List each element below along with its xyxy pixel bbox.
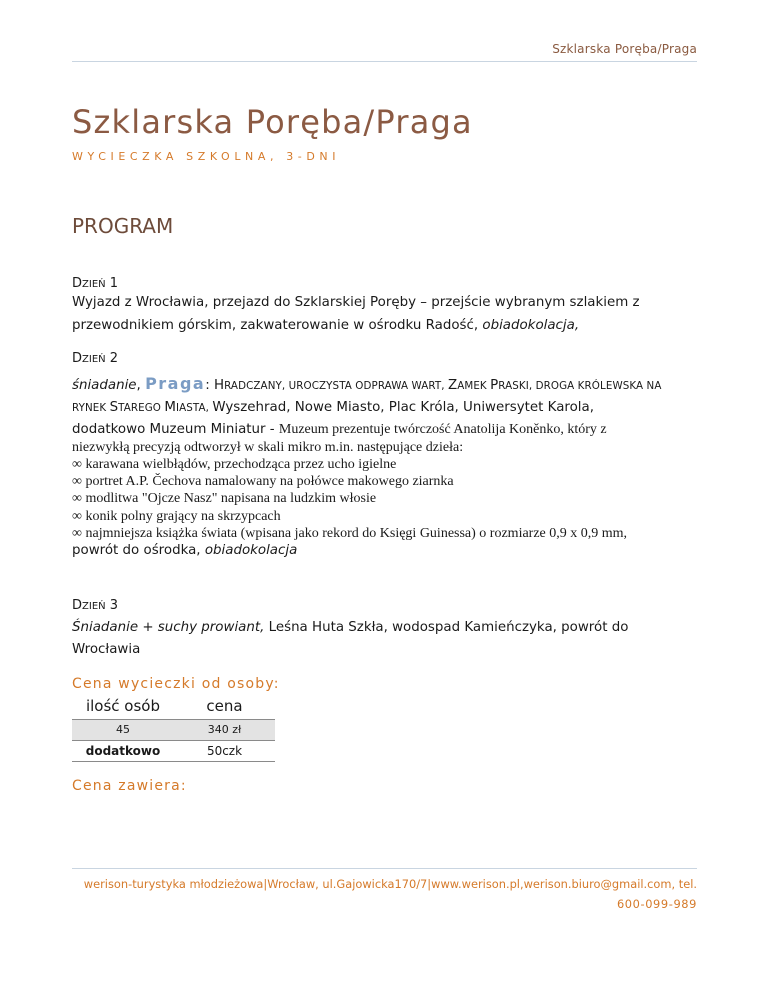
day2-comma: , [136,378,146,393]
day2-breakfast: śniadanie [72,378,137,393]
program-heading: PROGRAM [72,214,174,238]
day2-return-meal: obiadokolacja [204,543,298,558]
day3-line1-text: Leśna Huta Szkła, wodospad Kamieńczyka, powrót do [264,620,629,635]
table-row [72,741,275,762]
day3-line2: Wrocławia [72,642,141,657]
day1-heading-rest: ZIEŃ [82,279,106,290]
day2-sights-1: HRADCZANY, UROCZYSTA ODPRAWA WART, ZAMEK PRASKI, DROGA KRÓLEWSKA NA [214,378,662,393]
list-item: ∞ karawana wielbłądów, przechodząca przez ucho igielne [72,457,397,472]
day2-return [72,543,297,558]
day2-line3 [72,422,607,438]
day2-museum: dodatkowo Muzeum Miniatur - [72,422,279,437]
list-item: ∞ portret A.P. Čechova namalowany na połówce makowego ziarnka [72,474,454,490]
day2-sights-2: RYNEK STAREGO MIASTA, [72,400,213,415]
page-header [72,40,697,62]
day3-heading-cap: D [72,598,83,613]
list-item: ∞ konik polny grający na skrzypcach [72,508,281,524]
table-header-row [72,697,275,720]
day1-heading-num: 1 [105,276,119,291]
day2-return-text: powrót do ośrodka, [72,543,205,558]
day3-heading-rest: ZIEŃ [82,601,106,612]
table-cell-people: dodatkowo [85,744,161,758]
table-row [72,720,275,741]
day1-line2-meal: obiadokolacja, [482,318,580,333]
day1-heading [72,276,118,291]
day3-heading-num: 3 [105,598,119,613]
footer-divider [72,868,697,869]
document-subtitle: WYCIECZKA SZKOLNA, 3-DNI [72,150,341,163]
footer-line2: 600-099-989 [616,897,697,911]
day2-heading-cap: D [72,351,83,366]
day1-line2-text: przewodnikiem górskim, zakwaterowanie w ośrodku Radość, [72,318,483,333]
table-cell-people: 45 [116,723,130,736]
day2-line2-rest: Wyszehrad, Nowe Miasto, Plac Króla, Uniwersytet Karola, [212,400,594,415]
column-header-price: cena [206,697,243,715]
day2-line1 [72,374,662,393]
day1-heading-cap: D [72,276,83,291]
price-heading: Cena wycieczki od osoby: [72,676,280,692]
day2-line4: niezwykłą precyzją odtworzył w skali mikro m.in. następujące dzieła: [72,440,464,455]
day2-line2 [72,400,594,415]
day2-heading-rest: ZIEŃ [82,354,106,365]
day2-heading [72,351,118,366]
table-cell-price: 50czk [206,744,243,758]
day2-praga: Praga [145,374,206,393]
day2-colon: : [205,378,215,393]
column-header-people: ilość osób [85,697,161,715]
day3-meal: Śniadanie + suchy prowiant, [72,620,265,635]
price-table [72,697,275,762]
day2-heading-num: 2 [105,351,119,366]
footer-line1: werison-turystyka młodzieżowa|Wrocław, ul.Gajowicka170/7|www.werison.pl,werison.biuro@gmail.com, tel. [83,877,697,891]
list-item: ∞ modlitwa "Ojcze Nasz" napisana na ludzkim włosie [72,491,377,507]
list-item: ∞ najmniejsza książka świata (wpisana jako rekord do Księgi Guinessa) o rozmiarze 0,9 x 0,9 mm, [72,525,628,541]
document-title: Szklarska Poręba/Praga [72,103,473,141]
header-text: Szklarska Poręba/Praga [552,42,697,56]
table-cell-price: 340 zł [207,723,242,736]
miniatures-list [72,456,627,542]
day3-heading [72,598,118,613]
day1-line2 [72,318,579,333]
day3-line1 [72,620,628,635]
day1-line1: Wyjazd z Wrocławia, przejazd do Szklarskiej Poręby – przejście wybranym szlakiem z [72,295,640,310]
includes-heading: Cena zawiera: [72,778,187,794]
day2-museum-desc: Muzeum prezentuje twórczość Anatolija Koněnko, który z [278,422,607,437]
